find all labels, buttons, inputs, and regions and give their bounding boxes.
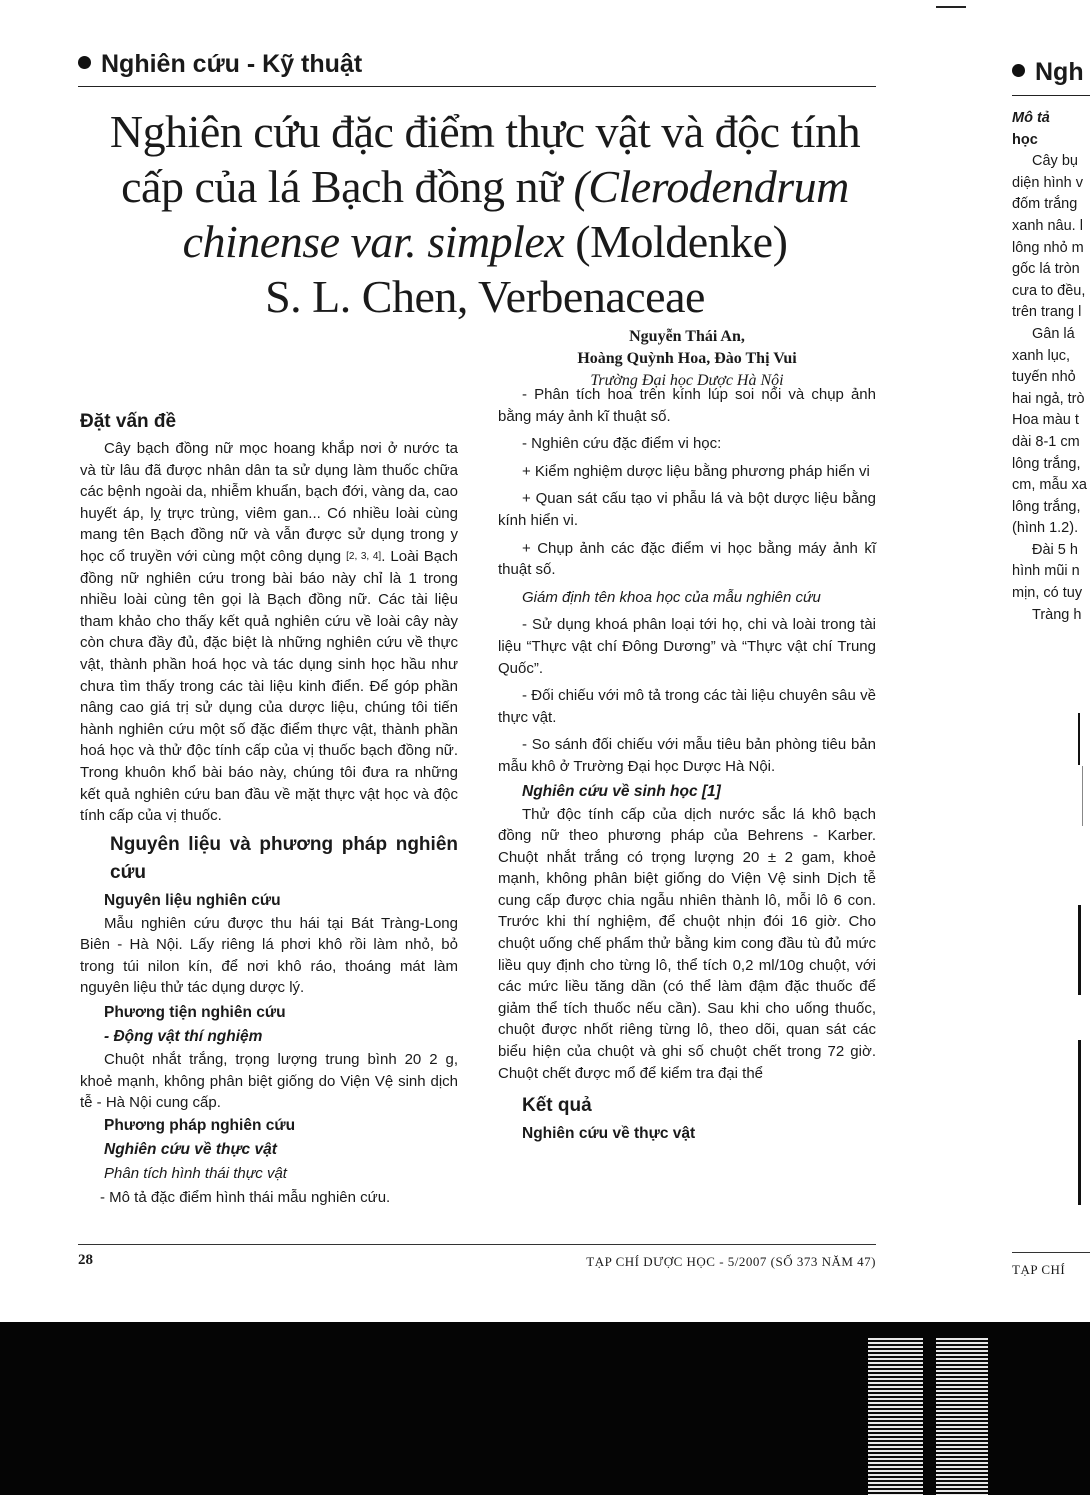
title-part: (Moldenke) bbox=[564, 216, 788, 267]
bullet-icon bbox=[78, 56, 91, 69]
next-page-section-title: Ngh bbox=[1035, 58, 1084, 86]
text-line: cưa to đều, bbox=[1012, 282, 1086, 299]
text-line: đốm trắng bbox=[1012, 196, 1078, 213]
subheading-identification: Giám định tên khoa học của mẫu nghiên cứu bbox=[522, 588, 821, 606]
list-item: - Phân tích hoa trên kính lúp soi nổi và chụp ảnh bằng máy ảnh kĩ thuật số. bbox=[498, 386, 876, 425]
text-line: hai ngả, trò bbox=[1012, 390, 1085, 407]
title-part: cấp của lá Bạch đồng nữ bbox=[121, 161, 574, 212]
heading-results: Kết quả bbox=[522, 1095, 592, 1117]
heading-botany: Nghiên cứu về thực vật bbox=[104, 1140, 277, 1158]
list-item: - So sánh đối chiếu với mẫu tiêu bản phòng tiêu bản mẫu khô ở Trường Đại học Dược Hà Nội. bbox=[498, 736, 876, 775]
heading-method: Phương pháp nghiên cứu bbox=[104, 1116, 296, 1134]
text-line: cm, mẫu xa bbox=[1012, 477, 1087, 494]
text-line: Mô tả bbox=[1012, 110, 1050, 126]
figure-fragment bbox=[1078, 1040, 1081, 1205]
title-line: S. L. Chen, Verbenaceae bbox=[265, 271, 705, 322]
author-line: Hoàng Quỳnh Hoa, Đào Thị Vui bbox=[577, 350, 797, 367]
text-line: (hình 1.2). bbox=[1012, 520, 1079, 537]
list-item: + Quan sát cấu tạo vi phẫu lá và bột dược liệu bằng kính hiển vi. bbox=[498, 490, 876, 529]
citation: [2, 3, 4] bbox=[346, 550, 382, 562]
figure-fragment bbox=[1082, 766, 1083, 826]
title-scientific-name: chinense var. simplex bbox=[182, 216, 565, 267]
heading-animals: - Động vật thí nghiệm bbox=[104, 1028, 263, 1046]
text-line: lông nhỏ m bbox=[1012, 239, 1084, 256]
text-line: diện hình v bbox=[1012, 174, 1083, 191]
text-line: tuyến nhỏ bbox=[1012, 369, 1076, 386]
heading-biology: Nghiên cứu về sinh học [1] bbox=[522, 782, 721, 800]
text-line: mịn, có tuy bbox=[1012, 585, 1083, 602]
next-page-section-header bbox=[1012, 58, 1084, 87]
text-line: Tràng h bbox=[1032, 606, 1082, 623]
figure-fragment bbox=[1078, 905, 1081, 995]
text-line: dài 8-1 cm bbox=[1012, 433, 1080, 450]
text-line: lông trắng, bbox=[1012, 455, 1081, 472]
author-line: Nguyễn Thái An, bbox=[629, 328, 745, 345]
paragraph-biology: Thử độc tính cấp của dịch nước sắc lá khô bạch đồng nữ theo phương pháp của Behrens - Karber. Chuột nhắt trắng có trọng lượng 20 ± 2 gam, khoẻ mạnh, không phân biệt giống do Viện Vệ sinh Dịch tễ cung cấp được chia ngẫu nhiên thành lô, mỗi lô 6 con. Trước khi thí nghiệm, để chuột nhịn đói 16 giờ. Cho chuột uống chế phẩm thử bằng kim cong đầu tù đủ mức liều quy định cho từng lô, thể tích 0,2 ml/10g chuột, với các mức liều tăng dần (có thể làm đậm đặc thuốc để giảm thể tích thuốc nếu cần). Sau khi cho uống thuốc, chuột được nhốt riêng từng lô, theo dõi, quan sát các biểu hiện của chuột và ghi số chuột chết trong 72 giờ. Chuột chết được mổ để kiểm tra đại thể bbox=[498, 805, 876, 1082]
title-line bbox=[90, 159, 880, 214]
heading-means: Phương tiện nghiên cứu bbox=[104, 1004, 286, 1022]
list-item: - Đối chiếu với mô tả trong các tài liệu chuyên sâu về thực vật. bbox=[498, 687, 876, 726]
paragraph-text: . Loài Bạch đồng nữ nghiên cứu trong bài báo này chỉ là 1 trong nhiều loài cùng tên gọi là Bạch đồng nữ. Các tài liệu tham khảo cho thấy kết quả nghiên cứu về loài cây này còn chưa đầy đủ, đặc biệt là những nghiên cứu về thực vật, thành phần hoá học và tác dụng sinh học hầu như chưa tìm thấy trong các tài liệu kinh điển. Để góp phần nâng cao giá trị sử dụng của dược liệu, chúng tôi tiến hành nghiên cứu một số đặc điểm thực vật, thành phần hoá học và thử độc tính cấp của vị thuốc bạch đồng nữ. Trong khuôn khổ bài báo này, chúng tôi đưa ra những kết quả nghiên cứu ban đầu về mặt thực vật học và độc tính cấp của vị thuốc. bbox=[80, 547, 458, 825]
subheading-morphology: Phân tích hình thái thực vật bbox=[104, 1164, 287, 1182]
next-page-header-rule bbox=[1012, 95, 1090, 96]
heading-results-botany: Nghiên cứu về thực vật bbox=[522, 1125, 696, 1143]
next-page-column bbox=[1012, 108, 1090, 626]
list-item: - Sử dụng khoá phân loại tới họ, chi và loài trong tài liệu “Thực vật chí Đông Dương” và “Thực vật chí Trung Quốc”. bbox=[498, 616, 876, 677]
list-item: - Nghiên cứu đặc điểm vi học: bbox=[522, 435, 722, 453]
paragraph-text: Cây bạch đồng nữ mọc hoang khắp nơi ở nước ta và từ lâu đã được nhân dân ta sử dụng làm thuốc chữa các bệnh ngoài da, nhiễm khuẩn, bạch đới, vàng da, cao huyết áp, lỵ trực trùng, viêm gan... Có nhiều loài cùng mang tên Bạch đồng nữ và vẫn được sử dụng trong y học cổ truyền với cùng một công dụng bbox=[80, 440, 458, 565]
text-line: hình mũi n bbox=[1012, 563, 1080, 580]
list-item: + Kiểm nghiệm dược liệu bằng phương pháp hiển vi bbox=[522, 462, 870, 480]
heading-introduction: Đặt vấn đề bbox=[80, 411, 177, 432]
middle-column bbox=[498, 384, 876, 1146]
article-title bbox=[90, 104, 880, 324]
text-line: gốc lá tròn bbox=[1012, 261, 1080, 278]
list-item: + Chụp ảnh các đặc điểm vi học bằng máy ảnh kĩ thuật số. bbox=[498, 539, 876, 579]
title-line: Nghiên cứu đặc điểm thực vật và độc tính bbox=[109, 106, 861, 157]
section-header bbox=[78, 50, 362, 79]
page-number: 28 bbox=[78, 1252, 93, 1268]
paragraph-materials: Mẫu nghiên cứu được thu hái tại Bát Tràng-Long Biên - Hà Nội. Lấy riêng lá phơi khô rồi làm nhỏ, bỏ trong túi nilon kín, để nơi khô ráo, thoáng mát làm nguyên liệu thử tác dụng dược lý. bbox=[80, 914, 458, 997]
text-line: trên trang l bbox=[1012, 304, 1082, 321]
scan-artifact bbox=[868, 1338, 958, 1495]
heading-methods: Nguyên liệu và phương pháp nghiên cứu bbox=[110, 833, 458, 883]
footer-rule bbox=[78, 1244, 876, 1245]
author-block bbox=[492, 326, 882, 392]
journal-footer: TẠP CHÍ DƯỢC HỌC - 5/2007 (SỐ 373 NĂM 47) bbox=[586, 1254, 876, 1269]
next-page-journal-footer: TẠP CHÍ bbox=[1012, 1262, 1066, 1277]
text-line: Hoa màu t bbox=[1012, 412, 1079, 429]
list-item: - Mô tả đặc điểm hình thái mẫu nghiên cứu. bbox=[100, 1188, 391, 1206]
title-scientific-name: (Clerodendrum bbox=[573, 161, 849, 212]
scan-mark bbox=[936, 6, 966, 8]
text-line: Cây bụ bbox=[1032, 153, 1078, 170]
next-page-footer-rule bbox=[1012, 1252, 1090, 1253]
text-line: Đài 5 h bbox=[1032, 541, 1078, 558]
left-column bbox=[80, 408, 458, 1210]
figure-fragment bbox=[1078, 713, 1080, 765]
paragraph-introduction bbox=[80, 438, 458, 827]
affiliation: Trường Đại học Dược Hà Nội bbox=[590, 372, 784, 389]
text-line: lông trắng, bbox=[1012, 498, 1081, 515]
text-line: học bbox=[1012, 131, 1038, 148]
heading-materials: Nguyên liệu nghiên cứu bbox=[104, 891, 281, 909]
section-title: Nghiên cứu - Kỹ thuật bbox=[101, 50, 363, 78]
paragraph-animals: Chuột nhắt trắng, trọng lượng trung bình 20 2 g, khoẻ mạnh, không phân biệt giống do Viện Vệ sinh dịch tễ - Hà Nội cung cấp. bbox=[80, 1051, 458, 1112]
scan-artifact bbox=[958, 1338, 988, 1495]
text-line: Gân lá bbox=[1032, 325, 1075, 342]
bullet-icon bbox=[1012, 64, 1025, 77]
text-line: xanh nâu. l bbox=[1012, 217, 1083, 234]
title-line bbox=[90, 214, 880, 269]
text-line: xanh lục, bbox=[1012, 347, 1071, 364]
header-rule bbox=[78, 86, 876, 87]
